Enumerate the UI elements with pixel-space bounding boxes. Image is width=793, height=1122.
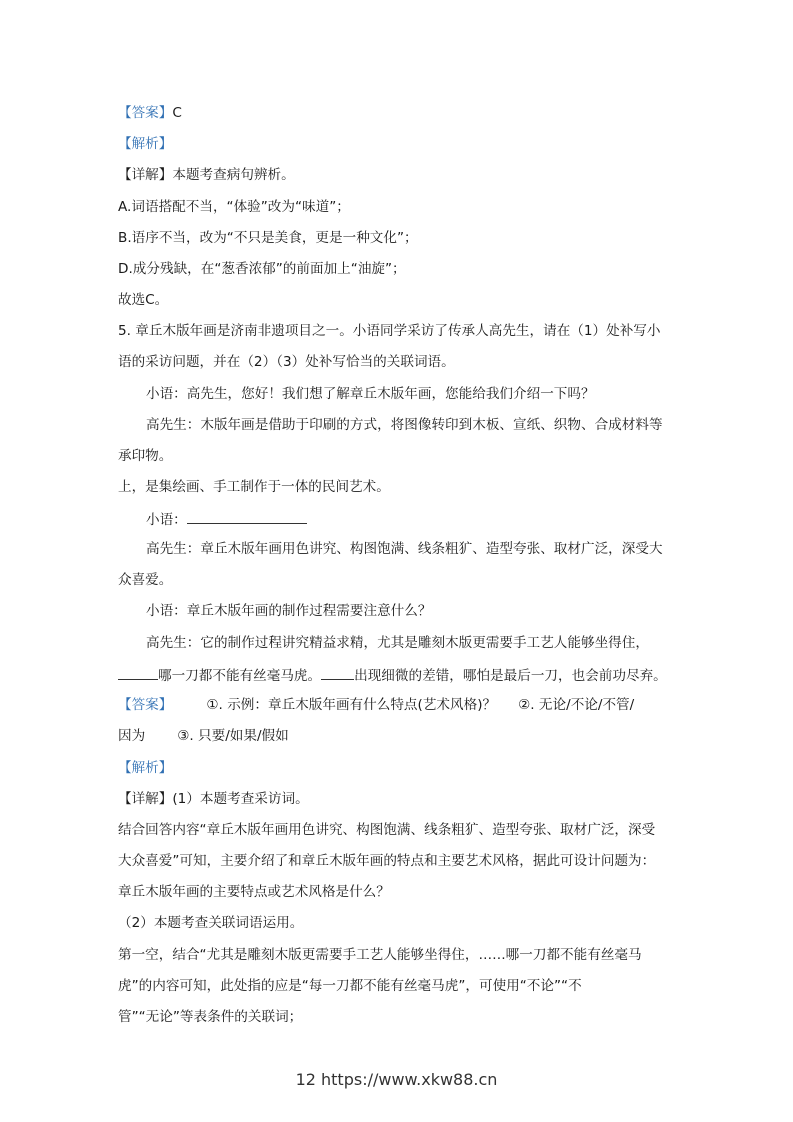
- q5-answer-line: [118, 696, 634, 714]
- explanation-line-1: 结合回答内容“章丘木版年画用色讲究、构图饱满、线条粗犷、造型夸张、取材广泛，深受: [118, 822, 656, 838]
- detail-line-2: 【详解】(1）本题考查采访词。: [118, 791, 309, 807]
- dialogue-gao-1b: 承印物。: [118, 448, 173, 464]
- answer-2-cont: 因为: [118, 728, 146, 744]
- dialogue-gao-1c: 上，是集绘画、手工制作于一体的民间艺术。: [118, 479, 390, 495]
- explanation-line-6: 管”“无论”等表条件的关联词；: [118, 1009, 303, 1025]
- answer-1: ①. 示例：章丘木版年画有什么特点(艺术风格)？: [206, 697, 497, 713]
- option-d-explanation: D.成分残缺，在“葱香浓郁”的前面加上“油旋”；: [118, 261, 406, 277]
- dialogue-gao-3a: 高先生：它的制作过程讲究精益求精，尤其是雕刻木版更需要手工艺人能够坐得住，: [146, 635, 649, 651]
- explanation-line-3: 章丘木版年画的主要特点或艺术风格是什么？: [118, 884, 390, 900]
- dialogue-gao-2a: 高先生：章丘木版年画用色讲究、构图饱满、线条粗犷、造型夸张、取材广泛，深受大: [146, 541, 663, 557]
- answer-tag: 【答案】: [118, 105, 173, 121]
- analysis-tag-2: 【解析】: [118, 760, 173, 776]
- detail-line: 【详解】本题考查病句辨析。: [118, 167, 295, 183]
- explanation-line-2: 大众喜爱”可知，主要介绍了和章丘木版年画的特点和主要艺术风格，据此可设计问题为：: [118, 853, 656, 869]
- option-b-explanation: B.语序不当，改为“不只是美食，更是一种文化”；: [118, 230, 418, 246]
- q5-answer-line-2: [118, 727, 289, 745]
- answer-tag: 【答案】: [118, 697, 173, 713]
- option-a-explanation: A.词语搭配不当，“体验”改为“味道”；: [118, 199, 350, 215]
- answer-blank-2[interactable]: [118, 665, 158, 680]
- explanation-line-4: 第一空，结合“尤其是雕刻木版更需要手工艺人能够坐得住，……哪一刀都不能有丝毫马: [118, 947, 642, 963]
- dialogue-gao-2b: 众喜爱。: [118, 572, 173, 588]
- q4-answer-line: [118, 104, 182, 122]
- q5-stem-line-2: 语的采访问题，并在（2）（3）处补写恰当的关联词语。: [118, 354, 455, 370]
- dialogue-gao-3b: [118, 665, 667, 685]
- answer-blank-3[interactable]: [321, 665, 354, 680]
- blank-3-continuation: 出现细微的差错，哪怕是最后一刀，也会前功尽弃。: [354, 668, 667, 684]
- page-footer: 12 https://www.xkw88.cn: [295, 1070, 498, 1089]
- answer-2: ②. 无论/不论/不管/: [518, 697, 635, 713]
- blank-2-continuation: 哪一刀都不能有丝毫马虎。: [158, 668, 322, 684]
- explanation-line-5: 虎”的内容可知，此处指的应是“每一刀都不能有丝毫马虎”，可使用“不论”“不: [118, 978, 582, 994]
- answer-value: C: [172, 105, 182, 121]
- dialogue-xiaoyu-3: 小语：章丘木版年画的制作过程需要注意什么？: [146, 603, 432, 619]
- dialogue-xiaoyu-2: [146, 509, 307, 529]
- detail-line-3: （2）本题考查关联词语运用。: [118, 915, 304, 931]
- speaker-label: 小语：: [146, 512, 187, 528]
- answer-blank-1[interactable]: [187, 509, 307, 524]
- dialogue-gao-1a: 高先生：木版年画是借助于印刷的方式，将图像转印到木板、宣纸、织物、合成材料等: [146, 417, 663, 433]
- conclusion: 故选C。: [118, 292, 169, 308]
- answer-3: ③. 只要/如果/假如: [177, 728, 289, 744]
- analysis-tag: 【解析】: [118, 136, 173, 152]
- q5-stem-line-1: 5. 章丘木版年画是济南非遗项目之一。小语同学采访了传承人高先生，请在（1）处补写小: [118, 323, 661, 339]
- dialogue-xiaoyu-1: 小语：高先生，您好！我们想了解章丘木版年画，您能给我们介绍一下吗？: [146, 386, 595, 402]
